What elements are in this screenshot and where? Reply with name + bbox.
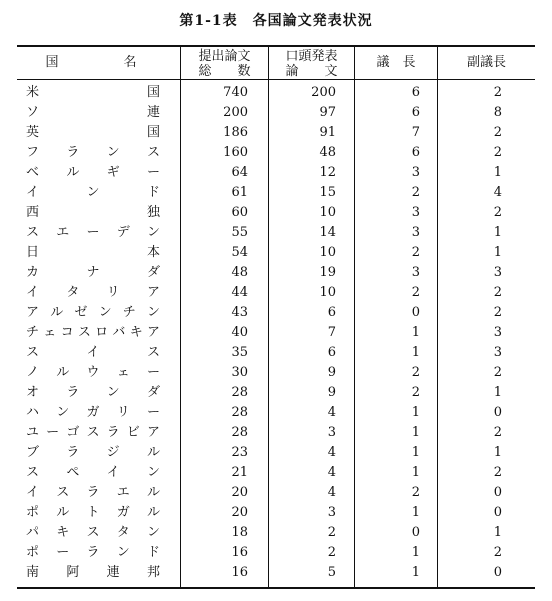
oral-papers: 2	[327, 525, 336, 540]
country-name: イ ス ラ エ ル	[26, 485, 160, 500]
oral-papers: 4	[327, 485, 336, 500]
papers-total: 20	[231, 505, 248, 520]
oral-papers: 10	[319, 285, 336, 300]
country-name: ス エ ー デ ン	[26, 225, 160, 240]
oral-papers: 19	[319, 265, 336, 280]
oral-papers: 9	[327, 385, 336, 400]
oral-papers: 200	[311, 85, 336, 100]
chair-count: 1	[411, 565, 420, 580]
papers-total: 16	[231, 545, 248, 560]
chair-count: 3	[411, 165, 420, 180]
oral-papers: 91	[319, 125, 336, 140]
vice-chair-count: 0	[493, 405, 502, 420]
papers-total: 28	[231, 405, 248, 420]
oral-papers: 6	[327, 345, 336, 360]
oral-papers: 10	[319, 205, 336, 220]
vice-chair-count: 2	[493, 285, 502, 300]
country-name: イ ン ド	[26, 185, 160, 200]
oral-papers: 4	[327, 465, 336, 480]
header-vice-chair: 副議長	[466, 55, 506, 70]
table-row	[0, 303, 552, 323]
country-name: 西 独	[26, 205, 160, 220]
papers-total: 55	[231, 225, 248, 240]
chair-count: 1	[411, 465, 420, 480]
country-name: ハ ン ガ リ ー	[26, 405, 160, 420]
vice-chair-count: 2	[493, 205, 502, 220]
papers-total: 48	[231, 265, 248, 280]
papers-total: 28	[231, 385, 248, 400]
table-row	[0, 243, 552, 263]
table-row	[0, 123, 552, 143]
header-oral	[269, 49, 354, 79]
oral-papers: 6	[327, 305, 336, 320]
vice-chair-count: 1	[493, 225, 502, 240]
country-name: ノ ル ウ ェ ー	[26, 365, 160, 380]
table-row	[0, 443, 552, 463]
chair-count: 1	[411, 405, 420, 420]
oral-papers: 48	[319, 145, 336, 160]
table-row	[0, 543, 552, 563]
header-papers-line2: 総 数	[198, 64, 251, 79]
header-country: 国 名	[45, 55, 137, 70]
chair-count: 2	[411, 365, 420, 380]
papers-total: 43	[231, 305, 248, 320]
header-papers	[181, 49, 268, 79]
vice-chair-count: 3	[493, 265, 502, 280]
oral-papers: 14	[319, 225, 336, 240]
vice-chair-count: 1	[493, 385, 502, 400]
papers-total: 60	[231, 205, 248, 220]
vice-chair-count: 3	[493, 345, 502, 360]
vice-chair-count: 0	[493, 505, 502, 520]
chair-count: 1	[411, 505, 420, 520]
country-name: パ キ ス タ ン	[26, 525, 160, 540]
vice-chair-count: 1	[493, 525, 502, 540]
vice-chair-count: 2	[493, 125, 502, 140]
country-name: ソ 連	[26, 105, 160, 120]
oral-papers: 7	[327, 325, 336, 340]
header-papers-line1: 提出論文	[198, 49, 251, 64]
country-name: ポ ル ト ガ ル	[26, 505, 160, 520]
vice-chair-count: 0	[493, 565, 502, 580]
oral-papers: 12	[319, 165, 336, 180]
chair-count: 2	[411, 385, 420, 400]
table-row	[0, 423, 552, 443]
oral-papers: 3	[327, 505, 336, 520]
country-name: ア ル ゼ ン チ ン	[26, 305, 160, 320]
oral-papers: 9	[327, 365, 336, 380]
chair-count: 2	[411, 185, 420, 200]
papers-total: 30	[231, 365, 248, 380]
country-name: ポ ー ラ ン ド	[26, 545, 160, 560]
chair-count: 2	[411, 285, 420, 300]
country-name: イ タ リ ア	[26, 285, 160, 300]
papers-total: 21	[231, 465, 248, 480]
vice-chair-count: 2	[493, 545, 502, 560]
chair-count: 7	[411, 125, 420, 140]
papers-total: 35	[231, 345, 248, 360]
chair-count: 3	[411, 265, 420, 280]
table-row	[0, 103, 552, 123]
table-title: 第1-1表 各国論文発表状況	[179, 13, 373, 29]
chair-count: 2	[411, 245, 420, 260]
papers-total: 18	[231, 525, 248, 540]
table-row	[0, 343, 552, 363]
country-name: ス ペ イ ン	[26, 465, 160, 480]
header-oral-line1: 口頭発表	[285, 49, 338, 64]
chair-count: 6	[411, 85, 420, 100]
table-row	[0, 263, 552, 283]
chair-count: 3	[411, 225, 420, 240]
country-name: ス イ ス	[26, 345, 160, 360]
header-oral-line2: 論 文	[285, 64, 338, 79]
vice-chair-count: 2	[493, 85, 502, 100]
vice-chair-count: 2	[493, 145, 502, 160]
chair-count: 0	[411, 305, 420, 320]
oral-papers: 2	[327, 545, 336, 560]
vice-chair-count: 1	[493, 245, 502, 260]
country-name: チ ェ コ ス ロ バ キ ア	[26, 325, 160, 340]
country-name: フ ラ ン ス	[26, 145, 160, 160]
oral-papers: 97	[319, 105, 336, 120]
vice-chair-count: 2	[493, 305, 502, 320]
table-row	[0, 143, 552, 163]
oral-papers: 4	[327, 445, 336, 460]
papers-total: 23	[231, 445, 248, 460]
country-name: 南 阿 連 邦	[26, 565, 160, 580]
top-rule	[17, 45, 535, 47]
papers-total: 186	[223, 125, 248, 140]
oral-papers: 3	[327, 425, 336, 440]
papers-total: 64	[231, 165, 248, 180]
table-row	[0, 523, 552, 543]
header-chair: 議 長	[376, 55, 416, 70]
oral-papers: 4	[327, 405, 336, 420]
chair-count: 2	[411, 485, 420, 500]
country-name: ユ ー ゴ ス ラ ビ ア	[26, 425, 160, 440]
country-name: 英 国	[26, 125, 160, 140]
table-row	[0, 483, 552, 503]
table-row	[0, 163, 552, 183]
vice-chair-count: 0	[493, 485, 502, 500]
papers-total: 61	[231, 185, 248, 200]
table-row	[0, 203, 552, 223]
country-name: 米 国	[26, 85, 160, 100]
vice-chair-count: 8	[493, 105, 502, 120]
country-name: ブ ラ ジ ル	[26, 445, 160, 460]
table-row	[0, 383, 552, 403]
vice-chair-count: 2	[493, 425, 502, 440]
oral-papers: 10	[319, 245, 336, 260]
country-name: ベ ル ギ ー	[26, 165, 160, 180]
papers-total: 200	[223, 105, 248, 120]
papers-total: 54	[231, 245, 248, 260]
chair-count: 0	[411, 525, 420, 540]
oral-papers: 15	[319, 185, 336, 200]
table-row	[0, 463, 552, 483]
country-name: オ ラ ン ダ	[26, 385, 160, 400]
papers-total: 28	[231, 425, 248, 440]
vice-chair-count: 4	[493, 185, 502, 200]
vice-chair-count: 2	[493, 365, 502, 380]
oral-papers: 5	[327, 565, 336, 580]
table-row	[0, 563, 552, 583]
vice-chair-count: 1	[493, 165, 502, 180]
table-row	[0, 223, 552, 243]
bottom-rule	[17, 587, 535, 589]
vice-chair-count: 1	[493, 445, 502, 460]
table-row	[0, 503, 552, 523]
chair-count: 1	[411, 345, 420, 360]
table-row	[0, 403, 552, 423]
chair-count: 1	[411, 425, 420, 440]
vice-chair-count: 2	[493, 465, 502, 480]
vice-chair-count: 3	[493, 325, 502, 340]
papers-total: 40	[231, 325, 248, 340]
chair-count: 1	[411, 545, 420, 560]
country-name: カ ナ ダ	[26, 265, 160, 280]
papers-total: 20	[231, 485, 248, 500]
table-row	[0, 83, 552, 103]
table-row	[0, 183, 552, 203]
chair-count: 6	[411, 105, 420, 120]
chair-count: 3	[411, 205, 420, 220]
header-rule	[17, 79, 535, 80]
chair-count: 1	[411, 325, 420, 340]
table-row	[0, 323, 552, 343]
table-row	[0, 283, 552, 303]
papers-total: 740	[223, 85, 248, 100]
country-name: 日 本	[26, 245, 160, 260]
papers-total: 44	[231, 285, 248, 300]
papers-total: 160	[223, 145, 248, 160]
chair-count: 1	[411, 445, 420, 460]
table-row	[0, 363, 552, 383]
papers-total: 16	[231, 565, 248, 580]
chair-count: 6	[411, 145, 420, 160]
